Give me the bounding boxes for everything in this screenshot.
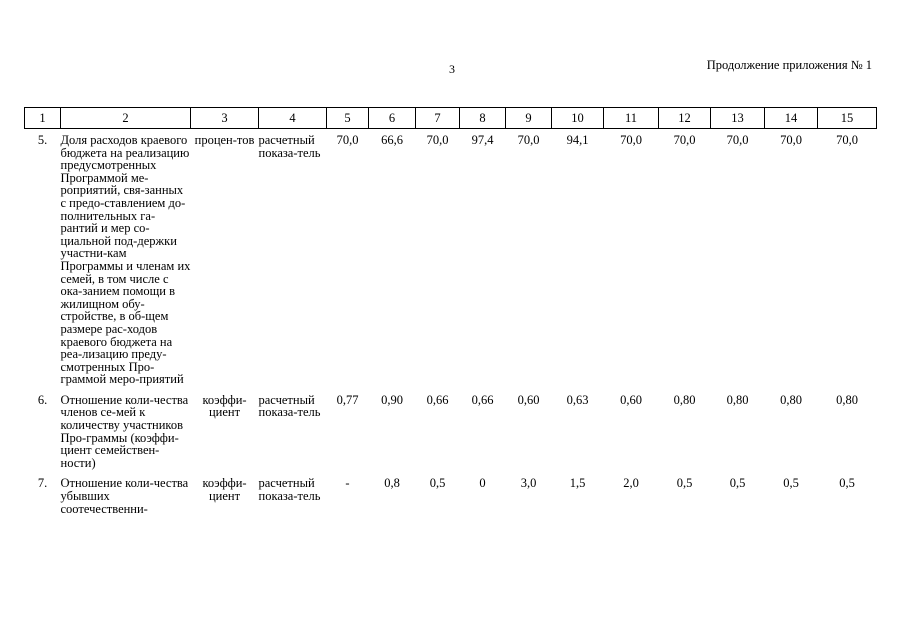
value-cell: 0,66 [426, 392, 449, 407]
type-cell: расчетный показа-тель [258, 476, 321, 504]
table-row [25, 469, 877, 515]
indicator-name: Отношение коли-чества убывших соотечественни- [60, 476, 189, 516]
header-cell: 4 [259, 108, 327, 129]
value-cell: 0,77 [336, 392, 359, 407]
value-cell: 0,80 [836, 392, 858, 407]
indicators-table [24, 107, 877, 515]
value-cell: - [345, 476, 350, 491]
header-cell: 8 [460, 108, 506, 129]
value-cell: 3,0 [520, 476, 537, 491]
value-cell: 70,0 [426, 133, 449, 147]
value-cell: 70,0 [726, 133, 749, 147]
header-cell: 14 [765, 108, 818, 129]
header-cell: 13 [711, 108, 765, 129]
header-cell: 10 [552, 108, 604, 129]
indicator-name: Доля расходов краевого бюджета на реализацию предусмотренных Программой ме-роприятий, свя-занных с предо-ставлением до-полнительных га-рантий и мер со-циальной под-держки участни-кам Программы и членам их семей, в том числе с ока-занием помощи в жилищном обу-стройстве, в об-щем размере рас-ходов краевого бюджета на реа-лизацию преду-смотренных Про-граммой меро-приятий [60, 133, 191, 387]
header-cell: 1 [25, 108, 61, 129]
unit-cell: процен-тов [194, 133, 255, 147]
value-cell: 94,1 [566, 133, 589, 147]
page-number: 3 [449, 62, 455, 76]
header-cell: 2 [61, 108, 191, 129]
header-cell: 9 [506, 108, 552, 129]
value-cell: 0 [479, 476, 486, 491]
value-cell: 70,0 [836, 133, 858, 147]
row-number: 5. [37, 133, 48, 147]
value-cell: 70,0 [517, 133, 540, 147]
value-cell: 70,0 [780, 133, 802, 147]
header-cell: 15 [818, 108, 877, 129]
value-cell: 97,4 [471, 133, 494, 147]
value-cell: 0,60 [620, 392, 642, 407]
value-cell: 0,8 [384, 476, 400, 491]
value-cell: 0,90 [381, 392, 403, 407]
header-cell: 7 [416, 108, 460, 129]
value-cell: 70,0 [673, 133, 696, 147]
value-cell: 0,5 [783, 476, 799, 491]
header-row [25, 108, 877, 129]
header-cell: 11 [604, 108, 659, 129]
value-cell: 2,0 [623, 476, 639, 491]
value-cell: 66,6 [381, 133, 403, 147]
value-cell: 0,5 [429, 476, 446, 491]
value-cell: 0,66 [471, 392, 494, 407]
value-cell: 0,5 [839, 476, 855, 491]
table-row [25, 386, 877, 470]
header-cell: 3 [191, 108, 259, 129]
type-cell: расчетный показа-тель [258, 392, 321, 420]
value-cell: 70,0 [620, 133, 642, 147]
type-cell: расчетный показа-тель [258, 133, 321, 160]
value-cell: 1,5 [569, 476, 586, 491]
header-cell: 5 [327, 108, 369, 129]
value-cell: 0,63 [566, 392, 589, 407]
value-cell: 0,60 [517, 392, 540, 407]
value-cell: 0,80 [780, 392, 802, 407]
indicator-name: Отношение коли-чества членов се-мей к количеству участников Про-граммы (коэффи-циент семействен-ности) [60, 392, 189, 470]
unit-cell: коэффи-циент [202, 476, 247, 504]
unit-cell: коэффи-циент [202, 392, 247, 420]
header-cell: 12 [659, 108, 711, 129]
continuation-label: Продолжение приложения № 1 [706, 58, 872, 72]
table-row [25, 134, 877, 386]
value-cell: 0,5 [729, 476, 746, 491]
value-cell: 0,80 [673, 392, 696, 407]
value-cell: 0,80 [726, 392, 749, 407]
value-cell: 0,5 [676, 476, 693, 491]
value-cell: 70,0 [336, 133, 359, 147]
row-number: 6. [37, 392, 48, 407]
row-number: 7. [37, 476, 48, 491]
header-cell: 6 [369, 108, 416, 129]
